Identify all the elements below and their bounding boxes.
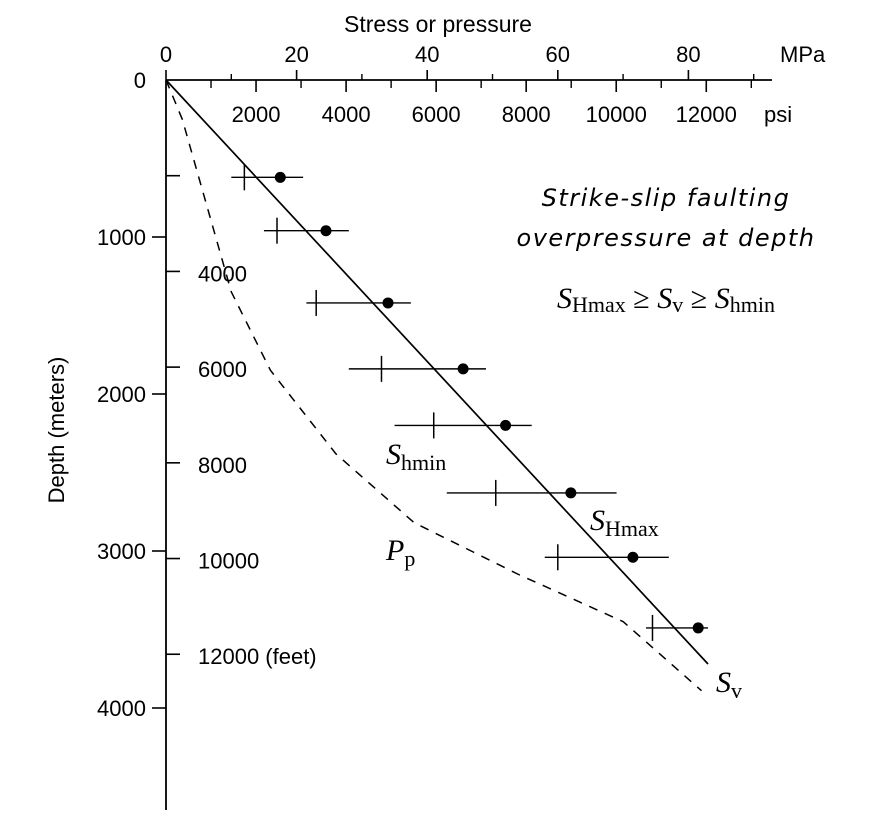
depth-tick-label: 3000: [97, 539, 146, 564]
regime-label: Strike-slip faulting: [541, 184, 791, 212]
feet-tick-label: 6000: [198, 357, 247, 383]
psi-tick-label: 4000: [321, 102, 371, 127]
psi-tick-label: 10000: [585, 102, 647, 127]
mpa-tick-label: 20: [284, 42, 309, 67]
y-axis-title: Depth (meters): [44, 356, 69, 504]
pp-series-label: $P_p$: [386, 534, 416, 571]
sv-line: [166, 80, 708, 664]
depth-tick-label: 0: [133, 68, 146, 93]
shmax-series-label: $S_{Hmax}$: [590, 504, 659, 541]
pp-line: [166, 80, 702, 691]
psi-tick-label: 2000: [231, 102, 281, 127]
depth-tick-label: 4000: [97, 696, 146, 721]
psi-tick-label: 8000: [501, 102, 551, 127]
psi-tick-label: 6000: [411, 102, 461, 127]
mpa-tick-label: 0: [159, 42, 173, 67]
mpa-tick-label: 40: [414, 42, 440, 67]
shmax-point: [320, 225, 331, 236]
shmax-point: [565, 487, 576, 498]
overpressure-label: overpressure at depth: [516, 224, 816, 252]
psi-tick-label: 12000: [675, 102, 737, 127]
shmax-point: [627, 552, 638, 563]
shmax-point: [693, 622, 704, 633]
shmax-point: [500, 420, 511, 431]
feet-tick-label: 8000: [198, 452, 247, 478]
x-axis-unit-mpa: MPa: [780, 42, 826, 67]
shmax-point: [383, 297, 394, 308]
feet-tick-label: 10000: [198, 548, 260, 574]
x-axis-unit-psi: psi: [764, 102, 793, 127]
shmax-point: [458, 363, 469, 374]
feet-tick-label: 12000 (feet): [198, 644, 317, 670]
shmin-series-label: $S_{hmin}$: [386, 438, 447, 475]
mpa-tick-label: 80: [676, 42, 701, 67]
depth-tick-label: 1000: [97, 225, 146, 250]
stress-relation: SHmax ≥ Sv ≥ Shmin: [557, 282, 775, 317]
mpa-tick-label: 60: [545, 42, 571, 67]
sv-series-label: $S_v$: [716, 666, 742, 703]
feet-tick-label: 4000: [198, 261, 247, 287]
depth-tick-label: 2000: [97, 382, 146, 407]
axis-ticks: [97, 42, 754, 721]
shmax-point: [275, 172, 286, 183]
x-axis-title: Stress or pressure: [344, 11, 532, 37]
series-lines: [166, 80, 708, 691]
